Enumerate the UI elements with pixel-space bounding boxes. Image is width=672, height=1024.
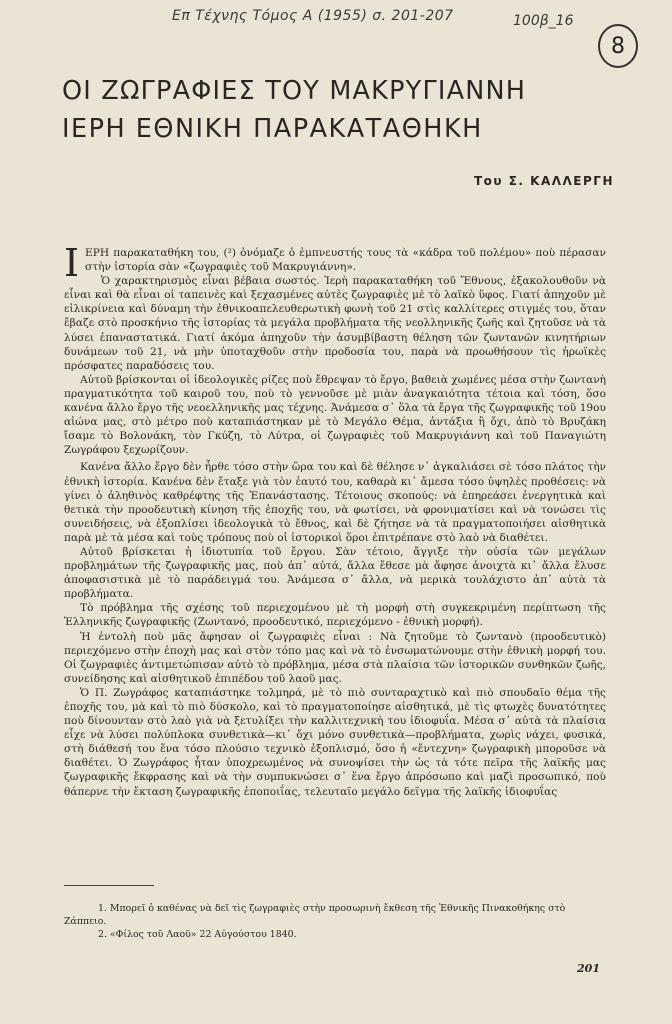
article-author: Του Σ. ΚΑΛΛΕΡΓΗ bbox=[474, 174, 614, 188]
paragraph: Ἡ ἐντολὴ ποὺ μᾶς ἄφησαν οἱ ζωγραφιὲς εἶναι : Νὰ ζητοῦμε τὸ ζωντανὸ (προοδευτικὸ) περιεχόμενο στὴν ἐποχὴ μας καὶ στὸν τόπο μας καὶ νὰ τὸ ἐνσωματώνουμε στὴν ἐθνικὴ μορφή του. Οἱ ζωγραφιὲς ἀντιμετώπισαν αὐτὸ τὸ πρόβλημα, μέσα στὰ πλαίσια τῶν ἱστορικῶν συνθηκῶν ζωῆς, συνείδησης καὶ αἰσθητικοῦ ἐπιπέδου τοῦ λαοῦ μας. bbox=[64, 630, 606, 685]
circled-page-marker: 8 bbox=[598, 24, 638, 68]
article-title-line1: ΟΙ ΖΩΓΡΑΦΙΕΣ ΤΟΥ ΜΑΚΡΥΓΙΑΝΝΗ bbox=[62, 76, 527, 106]
paragraph: Ὁ Π. Ζωγράφος καταπιάστηκε τολμηρά, μὲ τὸ πιὸ συνταραχτικὸ καὶ πιὸ σπουδαῖο θέμα τῆς ἐποχῆς του, μὰ καὶ τὸ πιὸ δύσκολο, καὶ τὸ πραγματοποίησε αἰσθητικά, μὲ τὶς φτωχὲς δυνατότητες ποὺ δίνουνταν στὸ λαὸ γιὰ νὰ ξετυλίξει τὴν καλλιτεχνικὴ του ἰδιοφυΐα. Μέσα σ᾽ αὐτὰ τὰ πλαίσια εἶχε νὰ λύσει πολύπλοκα συνθετικὰ—κι᾽ ὄχι μόνο συνθετικὰ—προβλήματα, χωρὶς νάχει, φυσικά, στὴ διάθεσή του ἕνα τόσο πλούσιο τεχνικὸ ἐξοπλισμό, ὅσο ἡ «ἔντεχνη» ζωγραφικὴ μποροῦσε νὰ διαθέτει. Ὁ Ζωγράφος ἦταν ὑποχρεωμένος νὰ συνοψίσει τὴν ὡς τὰ τότε πεῖρα τῆς λαϊκῆς μας ζωγραφικῆς ἔκφρασης καὶ νὰ τὴν συμπυκνώσει σ᾽ ἕνα ἔργο ἀπρόσωπο καὶ μαζὶ προσωπικό, ποὺ θάπερνε τὴν ἔκταση ζωγραφικῆς ἐποποιΐας, τελευταῖο μεγάλο δεῖγμα τῆς λαϊκῆς ἰδιοφυΐας bbox=[64, 686, 606, 798]
footnote-divider bbox=[64, 885, 154, 886]
article-title-line2: ΙΕΡΗ ΕΘΝΙΚΗ ΠΑΡΑΚΑΤΑΘΗΚΗ bbox=[62, 114, 483, 144]
footnote: 2. «Φίλος τοῦ Λαοῦ» 22 Αὐγούστου 1840. bbox=[98, 929, 297, 940]
handwritten-archive-note: Επ Τέχνης Τόμος A (1955) σ. 201-207 bbox=[172, 8, 454, 24]
page-number: 201 bbox=[577, 962, 600, 975]
handwritten-archive-code: 100β_16 bbox=[513, 13, 574, 29]
article-body bbox=[64, 241, 606, 799]
footnotes bbox=[64, 902, 606, 941]
footnote: 1. Μπορεῖ ὁ καθένας νὰ δεῖ τὶς ζωγραφιὲς στὴν προσωρινὴ ἔκθεση τῆς Ἐθνικῆς Πινακοθήκης στὸ Ζάππειο. bbox=[64, 903, 566, 927]
paragraph: Κανένα ἄλλο ἔργο δὲν ἦρθε τόσο στὴν ὥρα του καὶ δὲ θέλησε ν᾽ ἀγκαλιάσει σὲ τόσο πλάτος τὴν ἐθνικὴ ἱστορία. Κανένα δὲν ἔταξε γιὰ τὸν ἑαυτό του, καθαρὰ κι᾽ ἄμεσα τόσο ὑψηλὲς προθέσεις: νὰ γίνει ὁ ἀληθινὸς καθρέφτης τῆς Ἐπανάστασης. Τέτοιους σκοπούς: νὰ ἐπηρεάσει ἐνεργητικὰ καὶ θετικὰ τὴν προοδευτικὴ κίνηση τῆς ἐποχῆς του, νὰ φωτίσει, νὰ φρονιματίσει καὶ νὰ τονώσει τὶς συνειδήσεις, νὰ ἐξοπλίσει ἰδεολογικὰ τὸ ἔθνος, καὶ δὲ ζήτησε νὰ τὰ πραγματοποιήσει αἰσθητικὰ παρὰ μὲ τὰ μέσα καὶ τοὺς τρόπους ποὺ οἱ ἱστορικοὶ ὅροι ἐπιτρέπανε στὸ λαὸ νὰ διαθέτει. bbox=[64, 461, 606, 544]
paragraph: ΙΕΡΗ παρακαταθήκη του, (²) ὀνόμαζε ὁ ἐμπνευστής τους τὰ «κάδρα τοῦ πολέμου» ποὺ πέρασαν στὴν ἱστορία σὰν «ζωγραφιὲς τοῦ Μακρυγιάννη». bbox=[64, 241, 606, 285]
drop-cap: Ι bbox=[64, 241, 80, 285]
paragraph: Τὸ πρόβλημα τῆς σχέσης τοῦ περιεχομένου μὲ τὴ μορφὴ στὴ συγκεκριμένη περίπτωση τῆς Ἑλληνικῆς ζωγραφικῆς (Ζωντανό, προοδευτικό, περιεχόμενο - ἐθνικὴ μορφή). bbox=[64, 602, 606, 629]
paragraph: Αὐτοῦ βρίσκεται ἡ ἰδιοτυπία τοῦ ἔργου. Σὰν τέτοιο, ἄγγιξε τὴν οὐσία τῶν μεγάλων προβλημάτων τῆς ζωγραφικῆς μας, ποὺ ἀπ᾽ αὐτά, ἄλλα ἔθεσε μὰ ἄφησε ἀνοιχτὰ κι᾽ ἄλλα ἔλυσε ἀποφασιστικὰ μὲ τὸ παράδειγμά του. Ἀνάμεσα σ᾽ ἄλλα, νὰ μερικὰ τουλάχιστο ἀπ᾽ αὐτὰ τὰ προβλήματα. bbox=[64, 545, 606, 601]
paragraph: Αὐτοῦ βρίσκονται οἱ ἰδεολογικὲς ρίζες ποὺ ἔθρεψαν τὸ ἔργο, βαθειὰ χωμένες μέσα στὴν ζωντανὴ πραγματικότητα τοῦ καιροῦ του, ποὺ τὸ γεννοῦσε μὲ μιὰν ἀναγκαιότητα τέτοια καὶ τόση, ὅσο κανένα ἄλλο ἔργο τῆς νεοελληνικῆς μας τέχνης. Ἀνάμεσα σ᾽ ὅλα τὰ ἔργα τῆς ζωγραφικῆς τοῦ 19ου αἰώνα μας, στὸ μέτρο ποὺ καταπιάστηκαν μὲ τὸ Μεγάλο Θέμα, ἀντάξια ἢ ὄχι, ἀπὸ τὸ Βρυζάκη ἴσαμε τὸ Βολονάκη, τὸν Γκύζη, τὸ Λύτρα, οἱ ζωγραφιὲς τοῦ Μακρυγιάννη καὶ τοῦ Παναγιώτη Ζωγράφου ξεχωρίζουν. bbox=[64, 373, 606, 457]
paragraph: Ὁ χαρακτηρισμὸς εἶναι βέβαια σωστός. Ἱερὴ παρακαταθήκη τοῦ Ἔθνους, ἐξακολουθοῦν νὰ εἶναι καὶ θὰ εἶναι οἱ ταπεινὲς καὶ ξεχασμένες αὐτὲς ζωγραφιὲς μὲ τὸ λαϊκὸ ὕφος. Γιατί ἀπηχοῦν μὲ εἰλικρίνεια καὶ δύναμη τὴν ἐθνικοαπελευθερωτικὴ φωνὴ τοῦ 21 στὶς καλλίτερες στιγμές του, ὅταν ἔβαζε στὸ προσκήνιο τῆς ἱστορίας τὰ μεγάλα προβλήματα τῆς νεολληνικῆς ζωῆς καὶ ζητοῦσε νὰ τὰ λύσει ἐπαναστατικά. Γιατί ἀκόμα ἀπηχοῦν τὴν ἀσυμβίβαστη θέληση τῶν ζωντανῶν κινητήριων δυνάμεων τοῦ 21, νὰ μὴν ὑποταχθοῦν στὴν προδοσία του, παρὰ νὰ προωθήσουν τὶς ἡρωϊκὲς πρόσφατες παραδόσεις του. bbox=[64, 275, 606, 372]
